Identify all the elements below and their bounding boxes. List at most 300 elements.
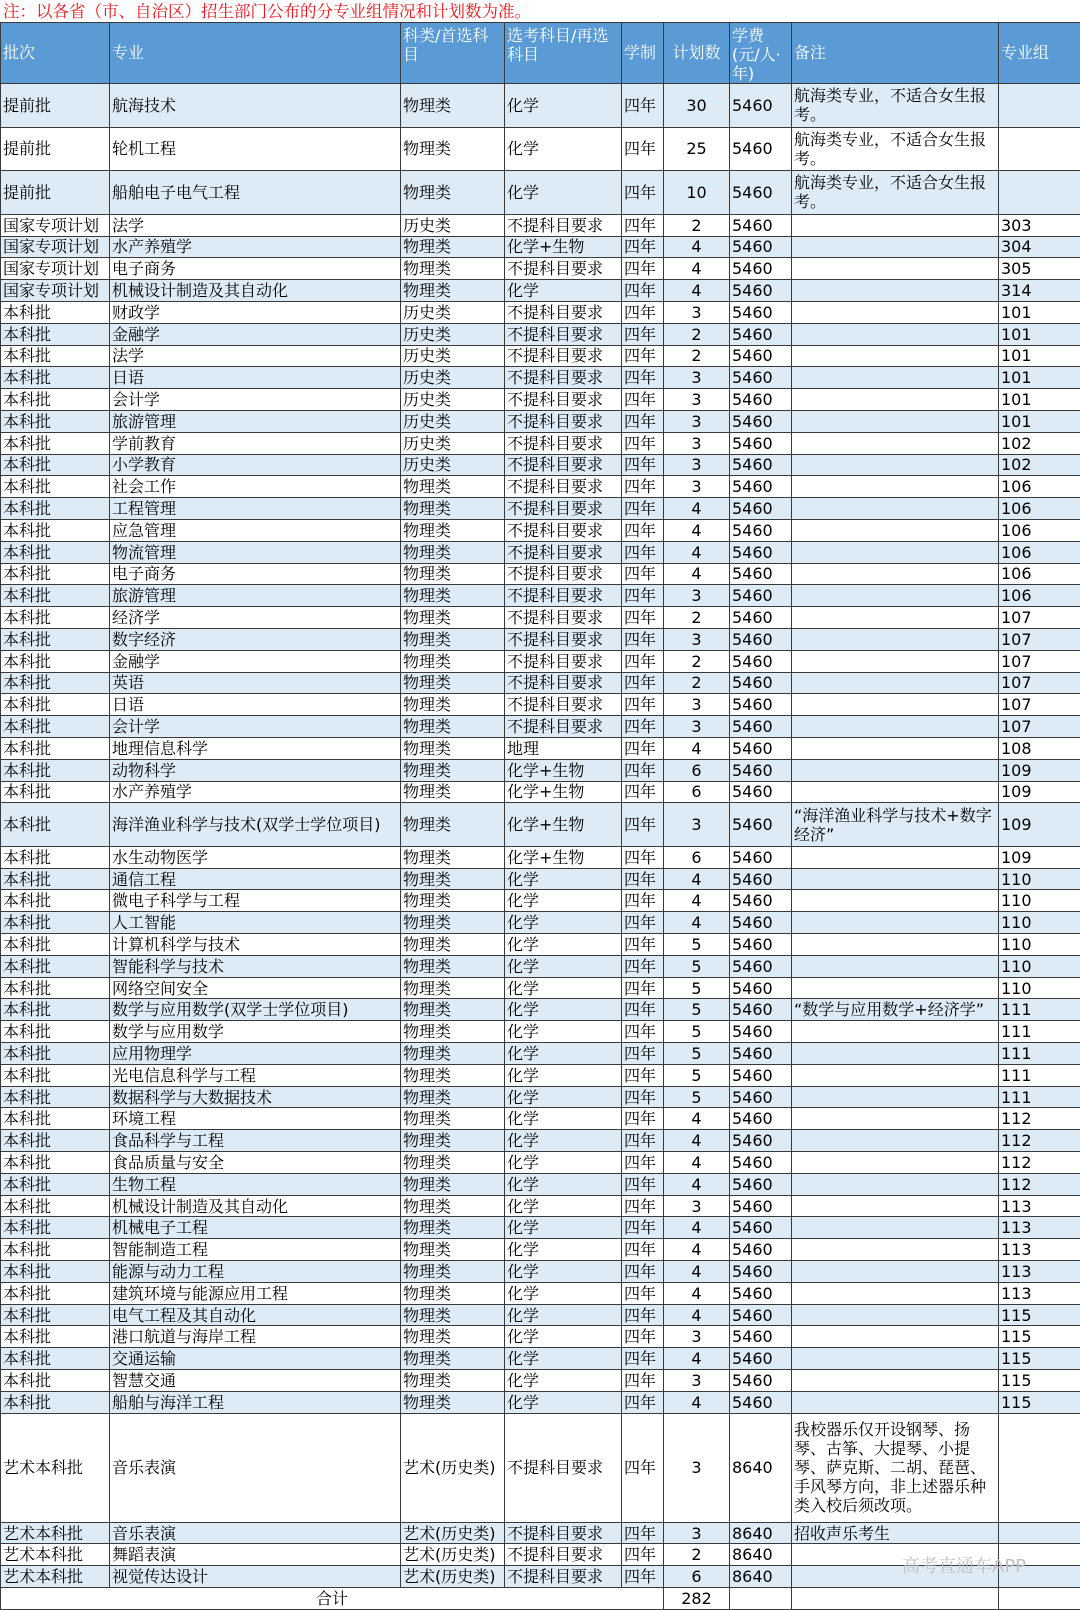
cell-tuition: 5460 (730, 1391, 792, 1413)
cell-batch: 本科批 (1, 694, 110, 716)
cell-plan-count: 2 (664, 672, 730, 694)
cell-major: 法学 (110, 345, 401, 367)
cell-major-group: 106 (999, 541, 1080, 563)
cell-remarks (792, 541, 999, 563)
cell-batch: 本科批 (1, 934, 110, 956)
cell-batch: 本科批 (1, 977, 110, 999)
table-row (1, 716, 1080, 738)
cell-major-group: 115 (999, 1304, 1080, 1326)
cell-plan-count: 3 (664, 389, 730, 411)
cell-major: 机械电子工程 (110, 1217, 401, 1239)
cell-batch: 本科批 (1, 803, 110, 847)
cell-tuition: 5460 (730, 454, 792, 476)
cell-duration: 四年 (622, 1043, 664, 1065)
cell-elective: 化学 (505, 1261, 622, 1283)
cell-subject-category: 历史类 (401, 323, 505, 345)
cell-duration: 四年 (622, 454, 664, 476)
cell-tuition: 5460 (730, 1282, 792, 1304)
cell-tuition: 5460 (730, 519, 792, 541)
cell-duration: 四年 (622, 1348, 664, 1370)
cell-remarks (792, 1064, 999, 1086)
cell-tuition: 5460 (730, 803, 792, 847)
cell-remarks (792, 1391, 999, 1413)
cell-major-group: 101 (999, 389, 1080, 411)
cell-major: 人工智能 (110, 912, 401, 934)
cell-tuition: 5460 (730, 1326, 792, 1348)
cell-duration: 四年 (622, 476, 664, 498)
cell-remarks (792, 367, 999, 389)
cell-tuition: 5460 (730, 84, 792, 128)
cell-subject-category: 历史类 (401, 389, 505, 411)
cell-batch: 本科批 (1, 912, 110, 934)
cell-major-group: 113 (999, 1282, 1080, 1304)
cell-duration: 四年 (622, 563, 664, 585)
cell-batch: 提前批 (1, 127, 110, 171)
cell-batch: 本科批 (1, 345, 110, 367)
cell-tuition: 5460 (730, 127, 792, 171)
table-row (1, 236, 1080, 258)
cell-subject-category: 物理类 (401, 846, 505, 868)
cell-subject-category: 艺术(历史类) (401, 1413, 505, 1522)
cell-major: 智能科学与技术 (110, 955, 401, 977)
cell-batch: 本科批 (1, 301, 110, 323)
cell-plan-count: 4 (664, 258, 730, 280)
cell-major: 水生动物医学 (110, 846, 401, 868)
cell-duration: 四年 (622, 781, 664, 803)
cell-tuition: 5460 (730, 214, 792, 236)
cell-elective: 不提科目要求 (505, 672, 622, 694)
cell-elective: 化学 (505, 171, 622, 215)
cell-major: 工程管理 (110, 498, 401, 520)
cell-remarks (792, 323, 999, 345)
cell-major-group: 109 (999, 846, 1080, 868)
cell-batch: 艺术本科批 (1, 1566, 110, 1588)
cell-major: 音乐表演 (110, 1413, 401, 1522)
cell-batch: 本科批 (1, 563, 110, 585)
table-row (1, 367, 1080, 389)
cell-tuition: 5460 (730, 563, 792, 585)
cell-remarks (792, 476, 999, 498)
cell-remarks (792, 1108, 999, 1130)
cell-duration: 四年 (622, 127, 664, 171)
cell-elective: 不提科目要求 (505, 1544, 622, 1566)
table-row (1, 977, 1080, 999)
cell-subject-category: 物理类 (401, 650, 505, 672)
cell-major-group (999, 84, 1080, 128)
cell-major-group: 305 (999, 258, 1080, 280)
cell-plan-count: 5 (664, 1021, 730, 1043)
cell-duration: 四年 (622, 1391, 664, 1413)
cell-major: 船舶与海洋工程 (110, 1391, 401, 1413)
table-row (1, 1348, 1080, 1370)
cell-major: 数学与应用数学 (110, 1021, 401, 1043)
cell-batch: 本科批 (1, 868, 110, 890)
cell-plan-count: 3 (664, 476, 730, 498)
cell-plan-count: 4 (664, 236, 730, 258)
cell-tuition: 5460 (730, 1021, 792, 1043)
cell-major-group: 115 (999, 1370, 1080, 1392)
cell-major-group: 110 (999, 868, 1080, 890)
cell-tuition: 5460 (730, 389, 792, 411)
header-duration: 学制 (622, 23, 664, 84)
total-empty-remarks (792, 1588, 999, 1610)
cell-remarks (792, 846, 999, 868)
cell-major: 通信工程 (110, 868, 401, 890)
table-row (1, 1261, 1080, 1283)
cell-plan-count: 4 (664, 1304, 730, 1326)
cell-subject-category: 物理类 (401, 694, 505, 716)
cell-remarks (792, 868, 999, 890)
cell-batch: 国家专项计划 (1, 214, 110, 236)
cell-remarks (792, 607, 999, 629)
cell-subject-category: 物理类 (401, 563, 505, 585)
cell-plan-count: 30 (664, 84, 730, 128)
cell-remarks (792, 1021, 999, 1043)
cell-remarks (792, 1370, 999, 1392)
cell-batch: 本科批 (1, 1108, 110, 1130)
cell-major: 小学教育 (110, 454, 401, 476)
cell-remarks (792, 258, 999, 280)
table-row (1, 803, 1080, 847)
cell-duration: 四年 (622, 1108, 664, 1130)
cell-batch: 本科批 (1, 541, 110, 563)
cell-subject-category: 历史类 (401, 345, 505, 367)
cell-plan-count: 5 (664, 934, 730, 956)
cell-batch: 艺术本科批 (1, 1544, 110, 1566)
cell-major: 能源与动力工程 (110, 1261, 401, 1283)
header-tuition: 学费(元/人·年) (730, 23, 792, 84)
cell-major: 机械设计制造及其自动化 (110, 1195, 401, 1217)
cell-major-group: 101 (999, 367, 1080, 389)
cell-major-group (999, 127, 1080, 171)
cell-major-group: 111 (999, 1021, 1080, 1043)
cell-subject-category: 物理类 (401, 280, 505, 302)
cell-tuition: 5460 (730, 280, 792, 302)
cell-elective: 化学+生物 (505, 781, 622, 803)
cell-tuition: 5460 (730, 977, 792, 999)
cell-major: 生物工程 (110, 1173, 401, 1195)
cell-subject-category: 物理类 (401, 781, 505, 803)
cell-tuition: 5460 (730, 345, 792, 367)
cell-subject-category: 物理类 (401, 236, 505, 258)
cell-plan-count: 2 (664, 1544, 730, 1566)
cell-remarks (792, 912, 999, 934)
cell-elective: 化学 (505, 934, 622, 956)
cell-batch: 艺术本科批 (1, 1413, 110, 1522)
cell-batch: 本科批 (1, 628, 110, 650)
cell-subject-category: 物理类 (401, 912, 505, 934)
table-row (1, 1217, 1080, 1239)
cell-duration: 四年 (622, 912, 664, 934)
cell-major: 航海技术 (110, 84, 401, 128)
cell-remarks (792, 1304, 999, 1326)
cell-remarks (792, 410, 999, 432)
cell-tuition: 5460 (730, 759, 792, 781)
cell-subject-category: 物理类 (401, 628, 505, 650)
cell-plan-count: 3 (664, 1413, 730, 1522)
cell-duration: 四年 (622, 389, 664, 411)
cell-remarks: 我校器乐仅开设钢琴、扬琴、古筝、大提琴、小提琴、萨克斯、二胡、琵琶、手风琴方向，非上述器乐种类入校后须改项。 (792, 1413, 999, 1522)
cell-batch: 本科批 (1, 737, 110, 759)
cell-subject-category: 物理类 (401, 803, 505, 847)
cell-batch: 本科批 (1, 650, 110, 672)
header-plan-count: 计划数 (664, 23, 730, 84)
cell-elective: 化学 (505, 1217, 622, 1239)
cell-batch: 国家专项计划 (1, 258, 110, 280)
cell-major: 环境工程 (110, 1108, 401, 1130)
cell-subject-category: 物理类 (401, 868, 505, 890)
cell-major-group (999, 1522, 1080, 1544)
cell-remarks (792, 672, 999, 694)
cell-remarks (792, 563, 999, 585)
total-empty-group (999, 1588, 1080, 1610)
cell-tuition: 8640 (730, 1544, 792, 1566)
cell-remarks: “海洋渔业科学与技术+数字经济” (792, 803, 999, 847)
cell-plan-count: 4 (664, 541, 730, 563)
cell-batch: 本科批 (1, 1217, 110, 1239)
cell-elective: 化学 (505, 1391, 622, 1413)
cell-duration: 四年 (622, 541, 664, 563)
cell-tuition: 8640 (730, 1413, 792, 1522)
cell-subject-category: 物理类 (401, 1152, 505, 1174)
cell-major-group: 111 (999, 1086, 1080, 1108)
cell-duration: 四年 (622, 214, 664, 236)
cell-duration: 四年 (622, 498, 664, 520)
cell-major: 财政学 (110, 301, 401, 323)
cell-elective: 化学+生物 (505, 846, 622, 868)
cell-subject-category: 历史类 (401, 410, 505, 432)
cell-batch: 提前批 (1, 84, 110, 128)
cell-major: 轮机工程 (110, 127, 401, 171)
header-elective-subjects: 选考科目/再选科目 (505, 23, 622, 84)
table-row (1, 345, 1080, 367)
cell-major: 旅游管理 (110, 585, 401, 607)
cell-remarks (792, 737, 999, 759)
cell-elective: 不提科目要求 (505, 476, 622, 498)
cell-tuition: 5460 (730, 868, 792, 890)
cell-major: 光电信息科学与工程 (110, 1064, 401, 1086)
cell-major-group: 101 (999, 345, 1080, 367)
cell-major-group: 107 (999, 694, 1080, 716)
cell-plan-count: 3 (664, 628, 730, 650)
cell-major: 微电子科学与工程 (110, 890, 401, 912)
cell-duration: 四年 (622, 890, 664, 912)
total-label: 合计 (1, 1588, 664, 1610)
cell-major-group: 107 (999, 607, 1080, 629)
cell-plan-count: 4 (664, 498, 730, 520)
cell-remarks (792, 498, 999, 520)
cell-duration: 四年 (622, 1173, 664, 1195)
cell-plan-count: 3 (664, 367, 730, 389)
cell-elective: 化学 (505, 1108, 622, 1130)
cell-tuition: 5460 (730, 171, 792, 215)
cell-tuition: 5460 (730, 846, 792, 868)
cell-major: 数学与应用数学(双学士学位项目) (110, 999, 401, 1021)
cell-major-group: 113 (999, 1239, 1080, 1261)
cell-tuition: 8640 (730, 1522, 792, 1544)
cell-elective: 化学 (505, 1239, 622, 1261)
cell-duration: 四年 (622, 236, 664, 258)
cell-remarks (792, 1130, 999, 1152)
cell-major-group: 106 (999, 476, 1080, 498)
cell-subject-category: 物理类 (401, 1021, 505, 1043)
cell-tuition: 5460 (730, 410, 792, 432)
cell-duration: 四年 (622, 1304, 664, 1326)
cell-plan-count: 4 (664, 1282, 730, 1304)
table-row (1, 955, 1080, 977)
cell-batch: 本科批 (1, 454, 110, 476)
cell-duration: 四年 (622, 803, 664, 847)
cell-duration: 四年 (622, 628, 664, 650)
cell-elective: 不提科目要求 (505, 367, 622, 389)
cell-tuition: 5460 (730, 737, 792, 759)
cell-tuition: 5460 (730, 1064, 792, 1086)
cell-duration: 四年 (622, 367, 664, 389)
cell-subject-category: 物理类 (401, 1370, 505, 1392)
cell-batch: 本科批 (1, 716, 110, 738)
table-row (1, 737, 1080, 759)
cell-tuition: 5460 (730, 1195, 792, 1217)
cell-major: 地理信息科学 (110, 737, 401, 759)
cell-major: 音乐表演 (110, 1522, 401, 1544)
cell-tuition: 5460 (730, 628, 792, 650)
cell-major-group: 314 (999, 280, 1080, 302)
cell-batch: 本科批 (1, 1326, 110, 1348)
table-row (1, 563, 1080, 585)
cell-major: 水产养殖学 (110, 781, 401, 803)
table-row (1, 650, 1080, 672)
table-row (1, 432, 1080, 454)
cell-plan-count: 2 (664, 323, 730, 345)
cell-duration: 四年 (622, 1195, 664, 1217)
cell-elective: 不提科目要求 (505, 454, 622, 476)
cell-elective: 不提科目要求 (505, 258, 622, 280)
cell-elective: 化学 (505, 127, 622, 171)
cell-elective: 不提科目要求 (505, 301, 622, 323)
cell-subject-category: 物理类 (401, 1043, 505, 1065)
cell-tuition: 5460 (730, 476, 792, 498)
cell-elective: 化学 (505, 868, 622, 890)
cell-remarks (792, 628, 999, 650)
cell-tuition: 5460 (730, 999, 792, 1021)
cell-elective: 不提科目要求 (505, 323, 622, 345)
cell-major: 机械设计制造及其自动化 (110, 280, 401, 302)
cell-plan-count: 3 (664, 410, 730, 432)
cell-major-group (999, 1413, 1080, 1522)
table-row (1, 1522, 1080, 1544)
cell-subject-category: 艺术(历史类) (401, 1544, 505, 1566)
cell-elective: 化学 (505, 1195, 622, 1217)
table-row (1, 846, 1080, 868)
cell-tuition: 5460 (730, 1130, 792, 1152)
table-row (1, 389, 1080, 411)
cell-major-group: 111 (999, 1064, 1080, 1086)
cell-major-group: 110 (999, 912, 1080, 934)
cell-tuition: 5460 (730, 541, 792, 563)
cell-remarks: 航海类专业，不适合女生报考。 (792, 171, 999, 215)
cell-elective: 化学 (505, 1326, 622, 1348)
cell-tuition: 5460 (730, 1304, 792, 1326)
cell-tuition: 5460 (730, 301, 792, 323)
cell-major-group: 109 (999, 759, 1080, 781)
cell-duration: 四年 (622, 410, 664, 432)
table-row (1, 258, 1080, 280)
cell-subject-category: 物理类 (401, 585, 505, 607)
cell-major-group: 106 (999, 498, 1080, 520)
table-row (1, 1043, 1080, 1065)
cell-elective: 化学 (505, 1173, 622, 1195)
cell-batch: 本科批 (1, 846, 110, 868)
cell-subject-category: 历史类 (401, 301, 505, 323)
cell-major-group: 113 (999, 1195, 1080, 1217)
table-row (1, 759, 1080, 781)
cell-elective: 不提科目要求 (505, 1566, 622, 1588)
table-row (1, 280, 1080, 302)
cell-plan-count: 4 (664, 1130, 730, 1152)
cell-remarks (792, 432, 999, 454)
table-row (1, 1173, 1080, 1195)
cell-tuition: 5460 (730, 1043, 792, 1065)
table-row (1, 1239, 1080, 1261)
cell-plan-count: 5 (664, 977, 730, 999)
cell-batch: 本科批 (1, 1195, 110, 1217)
cell-plan-count: 4 (664, 1261, 730, 1283)
cell-major: 智慧交通 (110, 1370, 401, 1392)
cell-subject-category: 物理类 (401, 890, 505, 912)
table-row (1, 214, 1080, 236)
cell-plan-count: 4 (664, 1239, 730, 1261)
note-text: 注：以各省（市、自治区）招生部门公布的分专业组情况和计划数为准。 (3, 0, 531, 22)
cell-plan-count: 4 (664, 912, 730, 934)
table-row (1, 1021, 1080, 1043)
cell-plan-count: 4 (664, 890, 730, 912)
cell-plan-count: 6 (664, 759, 730, 781)
cell-duration: 四年 (622, 1522, 664, 1544)
cell-plan-count: 5 (664, 999, 730, 1021)
cell-remarks (792, 1086, 999, 1108)
cell-tuition: 5460 (730, 912, 792, 934)
cell-plan-count: 4 (664, 280, 730, 302)
cell-batch: 本科批 (1, 955, 110, 977)
table-row (1, 1086, 1080, 1108)
table-row (1, 541, 1080, 563)
cell-major-group: 107 (999, 672, 1080, 694)
cell-tuition: 5460 (730, 1108, 792, 1130)
cell-major-group: 109 (999, 781, 1080, 803)
cell-batch: 本科批 (1, 1021, 110, 1043)
cell-major: 法学 (110, 214, 401, 236)
cell-tuition: 5460 (730, 258, 792, 280)
cell-plan-count: 4 (664, 1391, 730, 1413)
cell-batch: 本科批 (1, 890, 110, 912)
cell-plan-count: 3 (664, 1195, 730, 1217)
header-subject-category: 科类/首选科目 (401, 23, 505, 84)
cell-major: 会计学 (110, 716, 401, 738)
cell-subject-category: 物理类 (401, 1391, 505, 1413)
cell-batch: 本科批 (1, 323, 110, 345)
cell-major: 英语 (110, 672, 401, 694)
cell-remarks: “数学与应用数学+经济学” (792, 999, 999, 1021)
cell-remarks (792, 1261, 999, 1283)
cell-plan-count: 4 (664, 519, 730, 541)
cell-major: 经济学 (110, 607, 401, 629)
cell-major-group: 102 (999, 432, 1080, 454)
cell-batch: 本科批 (1, 1391, 110, 1413)
cell-tuition: 5460 (730, 607, 792, 629)
cell-duration: 四年 (622, 1130, 664, 1152)
cell-plan-count: 3 (664, 716, 730, 738)
cell-elective: 不提科目要求 (505, 563, 622, 585)
